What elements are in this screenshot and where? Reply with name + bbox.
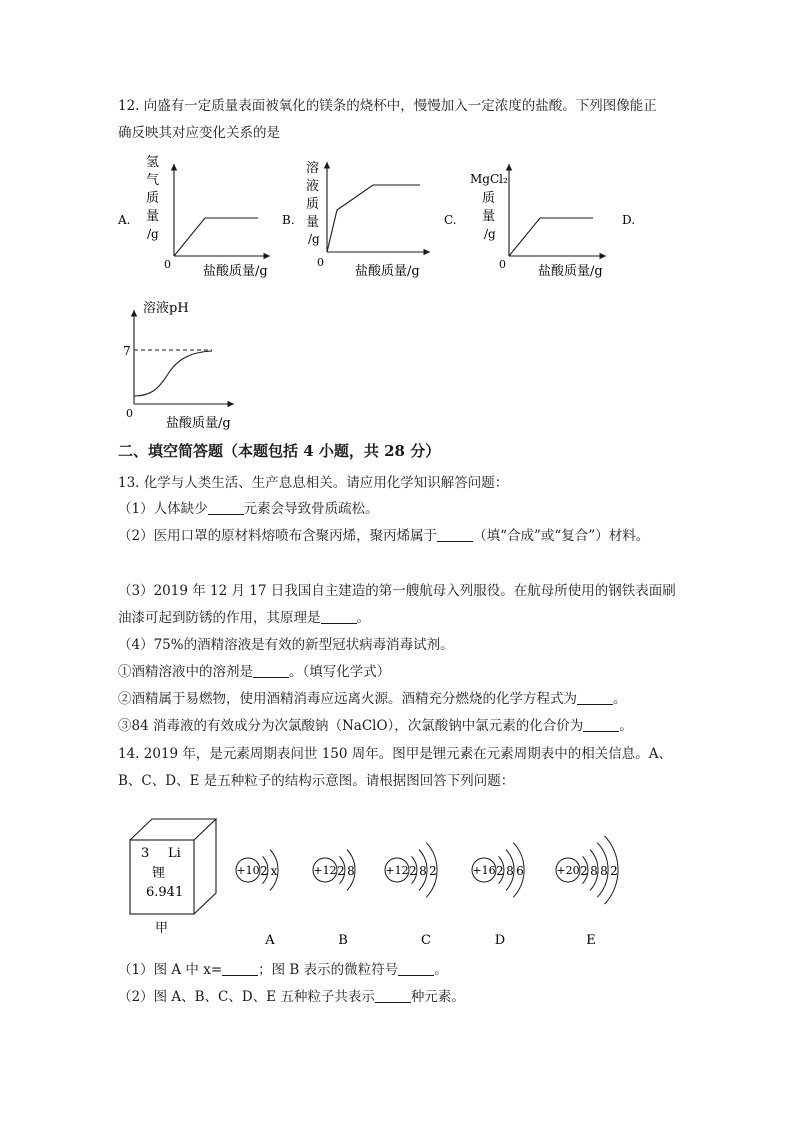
element-symbol: Li — [168, 846, 181, 861]
q13-p4c-post: 。 — [619, 718, 633, 734]
q13-p4a-pre: ①酒精溶液中的溶剂是 — [118, 664, 253, 680]
electron-count: 8 — [590, 864, 598, 878]
graph-d-ylabel: 溶液pH — [143, 301, 189, 316]
q13-part-4b — [118, 689, 627, 709]
graph-c-origin: 0 — [499, 258, 506, 271]
graph-b-option: B. — [282, 213, 295, 227]
electron-count: 2 — [337, 864, 345, 878]
q12-stem-line2: 确反映其对应变化关系的是 — [118, 125, 280, 141]
graph-d — [134, 310, 234, 404]
electron-count: 8 — [600, 864, 608, 878]
q13-p3-pre: 油漆可起到防锈的作用，其原理是 — [118, 610, 321, 626]
graph-a-origin: 0 — [164, 258, 171, 271]
graph-d-curve — [134, 351, 212, 396]
section-2-title: 二、填空简答题（本题包括 4 小题，共 28 分） — [118, 442, 441, 460]
graph-a-ylabel-2: 气 — [146, 173, 160, 188]
nucleus-charge: +12 — [385, 864, 409, 877]
answer-blank[interactable] — [375, 988, 411, 1003]
electron-count: 2 — [409, 864, 417, 878]
q14-p2-post: 种元素。 — [410, 989, 465, 1005]
particle-c — [385, 843, 437, 948]
electron-count: 2 — [429, 864, 437, 878]
graph-b-xlabel: 盐酸质量/g — [355, 264, 420, 279]
electron-count: 8 — [419, 864, 427, 878]
q13-part-2 — [118, 526, 649, 546]
q13-part-4a — [118, 662, 390, 682]
graph-b-ylabel-5: /g — [308, 232, 320, 246]
q12-stem-line1: 12. 向盛有一定质量表面被氧化的镁条的烧杯中，慢慢加入一定浓度的盐酸。下列图像能正 — [118, 98, 657, 114]
q13-p4b-post: 。 — [613, 691, 627, 707]
q14-part-2 — [118, 987, 465, 1007]
electron-count: 8 — [506, 864, 514, 878]
q14-p1-b: ；图 B 表示的微粒符号 — [258, 962, 399, 978]
element-caption: 甲 — [155, 921, 169, 936]
answer-blank[interactable] — [321, 609, 357, 624]
graph-a-ylabel-3: 质 — [146, 191, 160, 206]
graph-c-ylabel-1: 质 — [482, 191, 496, 206]
graph-c-option: C. — [444, 213, 457, 227]
electron-count: x — [270, 864, 278, 878]
answer-blank[interactable] — [253, 663, 289, 678]
q13-part-3-line2 — [118, 608, 370, 628]
particle-b — [313, 850, 355, 948]
q13-p1-pre: （1）人体缺少 — [118, 501, 208, 517]
q13-p4b-pre: ②酒精属于易燃物，使用酒精消毒应远离火源。酒精充分燃烧的化学方程式为 — [118, 691, 577, 707]
nucleus-charge: +20 — [556, 864, 580, 877]
element-number: 3 — [141, 846, 150, 861]
element-name: 锂 — [152, 866, 166, 881]
electron-count: 6 — [516, 864, 524, 878]
particle-e — [556, 836, 618, 948]
q13-part-1 — [118, 499, 379, 519]
q13-part-4c — [118, 716, 633, 736]
graph-b-ylabel-1: 溶 — [306, 161, 320, 176]
q14-p2-pre: （2）图 A、B、C、D、E 五种粒子共表示 — [118, 989, 375, 1005]
particle-a — [236, 850, 278, 948]
q14-stem-line2: B、C、D、E 是五种粒子的结构示意图。请根据图回答下列问题： — [118, 773, 515, 789]
element-mass: 6.941 — [146, 885, 184, 900]
graph-a-option: A. — [118, 213, 131, 227]
q13-stem: 13. 化学与人类生活、生产息息相关。请应用化学知识解答问题： — [118, 475, 509, 491]
graph-b-ylabel-2: 液 — [306, 179, 320, 194]
graph-a — [174, 164, 270, 256]
graph-c-ylabel-2: 量 — [482, 209, 496, 224]
answer-blank[interactable] — [583, 717, 619, 732]
graph-c-xlabel: 盐酸质量/g — [538, 264, 603, 279]
q14-stem-line1: 14. 2019 年，是元素周期表问世 150 周年。图甲是锂元素在元素周期表中的相关信息。A、 — [118, 746, 673, 762]
q14-p1-a: （1）图 A 中 x= — [118, 962, 223, 978]
q14-figure — [0, 800, 793, 960]
graph-b-ylabel-4: 量 — [306, 215, 320, 230]
graph-d-option: D. — [622, 213, 636, 227]
graph-d-xlabel: 盐酸质量/g — [166, 416, 231, 431]
q13-p1-post: 元素会导致骨质疏松。 — [243, 501, 379, 517]
graph-c-ylabel-3: /g — [484, 227, 496, 241]
q13-part-4: （4）75%的酒精溶液是有效的新型冠状病毒消毒试剂。 — [118, 637, 454, 653]
particle-d — [472, 843, 524, 948]
answer-blank[interactable] — [208, 500, 244, 515]
q12-graphs — [0, 140, 793, 440]
particle-label: E — [586, 933, 596, 948]
q14-part-1 — [118, 960, 448, 980]
particle-label: A — [265, 933, 275, 948]
graph-c-curve — [509, 218, 593, 256]
nucleus-charge: +16 — [472, 864, 496, 877]
graph-b — [327, 162, 430, 252]
graph-d-origin: 0 — [126, 407, 133, 420]
particle-label: C — [421, 933, 431, 948]
q13-part-3-line1: （3）2019 年 12 月 17 日我国自主建造的第一艘航母入列服役。在航母所使用的钢铁表面刷 — [118, 583, 676, 599]
electron-count: 2 — [610, 864, 618, 878]
nucleus-charge: +12 — [313, 864, 337, 877]
electron-count: 8 — [347, 864, 355, 878]
graph-c — [509, 164, 606, 256]
q13-p3-post: 。 — [356, 610, 370, 626]
graph-a-ylabel-4: 量 — [146, 209, 160, 224]
electron-count: 2 — [260, 864, 268, 878]
q14-p1-c: 。 — [434, 962, 448, 978]
particle-label: B — [338, 933, 348, 948]
q13-p2-post: （填“合成”或“复合”）材料。 — [473, 528, 650, 544]
graph-d-tick-7: 7 — [123, 344, 131, 358]
graph-a-xlabel: 盐酸质量/g — [203, 264, 268, 279]
answer-blank[interactable] — [577, 690, 613, 705]
answer-blank[interactable] — [437, 527, 473, 542]
graph-a-ylabel-1: 氢 — [146, 155, 160, 170]
particles-layer — [236, 836, 618, 948]
nucleus-charge: +10 — [236, 864, 260, 877]
q13-p4c-pre: ③84 消毒液的有效成分为次氯酸钠（NaClO），次氯酸钠中氯元素的化合价为 — [118, 718, 584, 734]
answer-blank[interactable] — [398, 961, 434, 976]
electron-count: 2 — [580, 864, 588, 878]
q13-p2-pre: （2）医用口罩的原材料熔喷布含聚丙烯，聚丙烯属于 — [118, 528, 438, 544]
q13-p4a-post: 。（填写化学式） — [289, 664, 391, 680]
graph-b-origin: 0 — [317, 256, 324, 269]
graph-a-curve — [174, 218, 258, 256]
electron-count: 2 — [496, 864, 504, 878]
graph-b-curve — [327, 185, 420, 252]
graph-c-ylabel-top: MgCl₂ — [470, 172, 508, 186]
answer-blank[interactable] — [222, 961, 258, 976]
particle-label: D — [494, 933, 506, 948]
graph-b-ylabel-3: 质 — [306, 197, 320, 212]
graph-a-ylabel-5: /g — [147, 227, 159, 241]
